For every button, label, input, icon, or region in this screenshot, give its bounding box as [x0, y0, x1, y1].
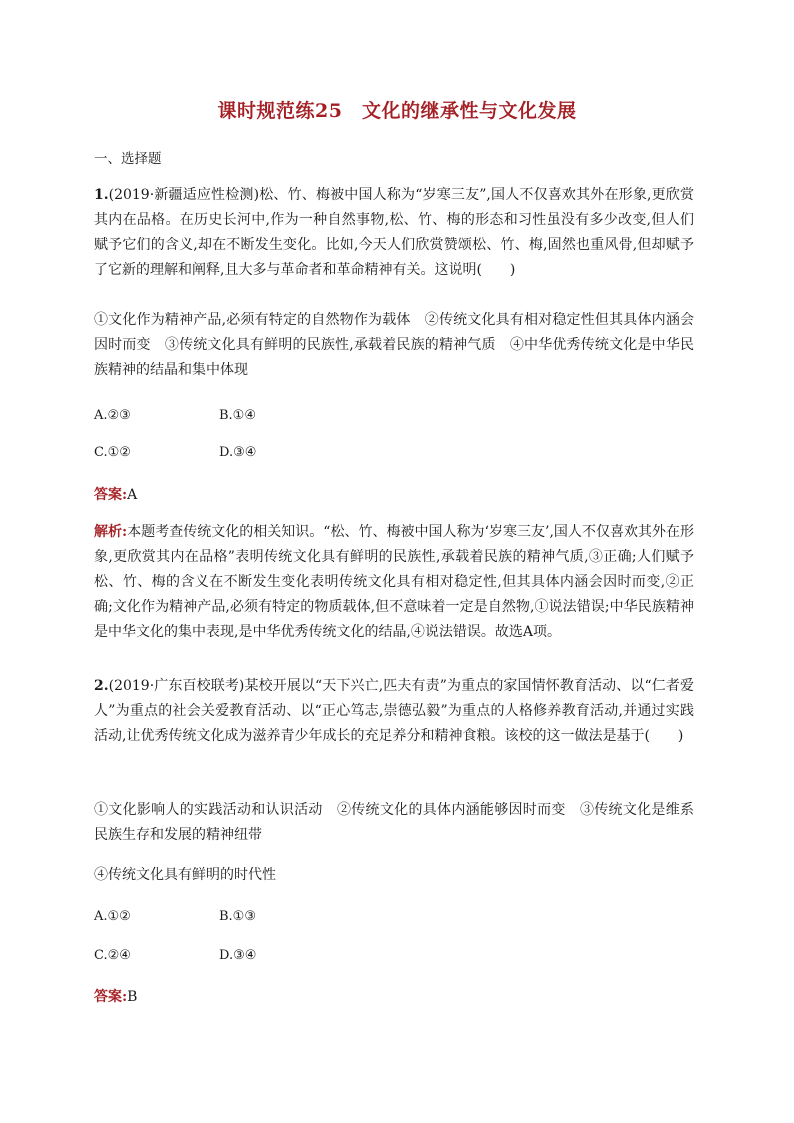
question-2-choice-row-1 — [94, 905, 694, 929]
question-2-choice-a: A.①② — [94, 909, 131, 924]
question-1-answer-value: A — [127, 487, 138, 503]
question-1-text: (2019·新疆适应性检测)松、竹、梅被中国人称为“岁寒三友”,国人不仅喜欢其外在形象,更欣赏其内在品格。在历史长河中,作为一种自然事物,松、竹、梅的形态和习性虽没有多少改变,但人们赋予它们的含义,却在不断发生变化。比如,今天人们欣赏赞颂松、竹、梅,固然也重风骨,但却赋予了它新的理解和阐释,且大多与革命者和革命精神有关。这说明( ) — [94, 187, 694, 278]
page-title: 课时规范练25 文化的继承性与文化发展 — [217, 100, 577, 122]
question-1-explanation-label: 解析: — [94, 524, 128, 540]
question-2-answer-label: 答案: — [94, 989, 128, 1005]
question-2-statements-1: ①文化影响人的实践活动和认识活动 ②传统文化的具体内涵能够因时而变 ③传统文化是维系民族生存和发展的精神纽带 — [94, 802, 694, 843]
question-2-number: 2. — [94, 678, 109, 694]
question-2-stem — [94, 674, 694, 749]
question-1-choice-row-2 — [94, 441, 694, 465]
question-2-statements-2: ④传统文化具有鲜明的时代性 — [94, 867, 276, 883]
question-1-choice-c: C.①② — [94, 445, 131, 460]
question-1-choice-b: B.①④ — [219, 408, 256, 423]
question-1-choice-row-1 — [94, 404, 694, 428]
question-1-choice-d: D.③④ — [219, 445, 257, 460]
question-1-answer-label: 答案: — [94, 487, 128, 503]
question-1-explanation-text: 本题考查传统文化的相关知识。“松、竹、梅被中国人称为‘岁寒三友’,国人不仅喜欢其外在形象,更欣赏其内在品格”表明传统文化具有鲜明的民族性,承载着民族的精神气质,③正确;人们赋予松、竹、梅的含义在不断发生变化表明传统文化具有相对稳定性,但其具体内涵会因时而变,②正确;文化作为精神产品,必须有特定的物质载体,但不意味着一定是自然物,①说法错误;中华民族精神是中华文化的集中表现,是中华优秀传统文化的结晶,④说法错误。故选A项。 — [94, 524, 694, 640]
question-1-stem — [94, 183, 694, 283]
question-2-choice-b: B.①③ — [219, 909, 256, 924]
question-1-choice-a: A.②③ — [94, 408, 131, 423]
question-1-explanation — [94, 520, 694, 645]
question-1-answer — [94, 483, 694, 508]
question-2-answer — [94, 985, 694, 1010]
question-1-number: 1. — [94, 187, 109, 203]
question-2-choice-c: C.②④ — [94, 948, 131, 963]
question-2-answer-value: B — [127, 989, 138, 1005]
question-2-choice-d: D.③④ — [219, 948, 257, 963]
section-heading: 一、选择题 — [94, 151, 162, 167]
question-2-text: (2019·广东百校联考)某校开展以“天下兴亡,匹夫有责”为重点的家国情怀教育活动、以“仁者爱人”为重点的社会关爱教育活动、以“正心笃志,崇德弘毅”为重点的人格修养教育活动,并通过实践活动,让优秀传统文化成为滋养青少年成长的充足养分和精神食粮。该校的这一做法是基于( ) — [94, 678, 694, 744]
question-2-choice-row-2 — [94, 944, 694, 968]
question-1-statements: ①文化作为精神产品,必须有特定的自然物作为载体 ②传统文化具有相对稳定性但其具体内涵会因时而变 ③传统文化具有鲜明的民族性,承载着民族的精神气质 ④中华优秀传统文化是中华民族精神的结晶和集中体现 — [94, 312, 694, 378]
